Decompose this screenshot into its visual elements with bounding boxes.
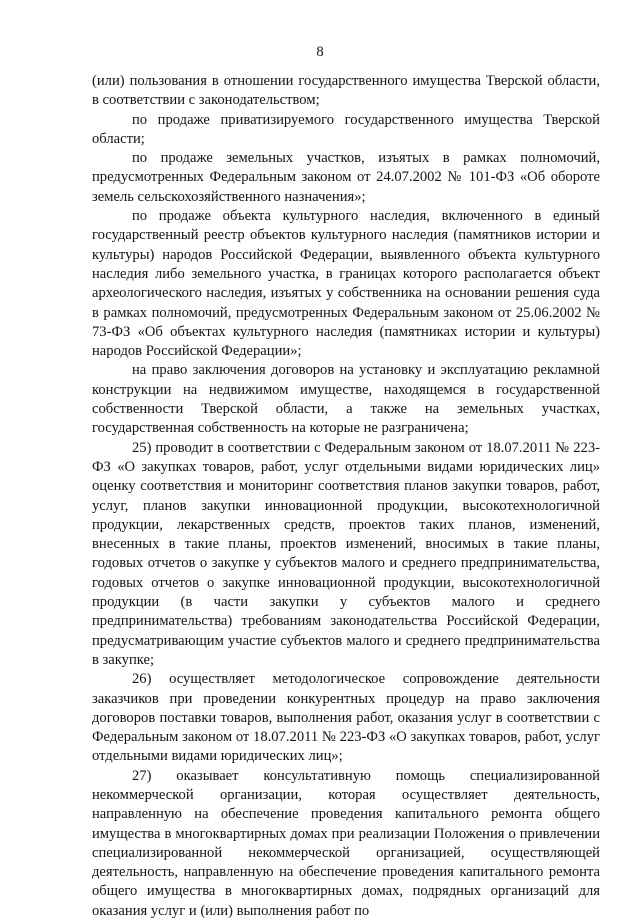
paragraph-land-plots-sale: по продаже земельных участков, изъятых в рамках полномочий, предусмотренных Федеральным законом от 24.07.2002 № 101-ФЗ «Об обороте земель сельскохозяйственного назначения»; (92, 150, 600, 205)
paragraph-advertising-structures: на право заключения договоров на установку и эксплуатацию рекламной конструкции на недвижимом имуществе, находящемся в государственной собственности Тверской области, а также на земельных участках, государственная собственность на которые не разграничена; (92, 362, 600, 437)
paragraph-continuation: (или) пользования в отношении государственного имущества Тверской области, в соответствии с законодательством; (92, 73, 600, 109)
paragraph-item-26: 26) осуществляет методологическое сопровождение деятельности заказчиков при проведении конкурентных процедур на право заключения договоров поставки товаров, выполнения работ, оказания услуг в соответствии с Федеральным законом от 18.07.2011 № 223-ФЗ «О закупках товаров, работ, услуг отдельными видами юридических лиц»; (92, 671, 600, 765)
body-text (92, 72, 600, 921)
paragraph-cultural-heritage-sale: по продаже объекта культурного наследия, включенного в единый государственный реестр объектов культурного наследия (памятников истории и культуры) народов Российской Федерации, выявленного объекта культурного наследия либо земельного участка, в границах которого располагается объект археологического наследия, изъятых у собственника на основании решения суда в рамках полномочий, предусмотренных Федеральным законом от 25.06.2002 № 73-ФЗ «Об объектах культурного наследия (памятниках истории и культуры) народов Российской Федерации»; (92, 208, 600, 360)
paragraph-privatization-sale: по продаже приватизируемого государственного имущества Тверской области; (92, 111, 600, 147)
paragraph-item-27: 27) оказывает консультативную помощь специализированной некоммерческой организации, которая осуществляет деятельность, направленную на обеспечение проведения капитального ремонта общего имущества в многоквартирных домах при реализации Положения о привлечении специализированной некоммерческой организацией, осуществляющей деятельность, направленную на обеспечение проведения капитального ремонта общего имущества в многоквартирных домах, подрядных организаций для оказания услуг и (или) выполнения работ по (92, 767, 600, 919)
page-number: 8 (316, 44, 324, 60)
paragraph-item-25: 25) проводит в соответствии с Федеральным законом от 18.07.2011 № 223-ФЗ «О закупках товаров, работ, услуг отдельными видами юридических лиц» оценку соответствия и мониторинг соответствия планов закупки товаров, работ, услуг, планов закупки инновационной продукции, высокотехнологичной продукции, лекарственных средств, проектов таких планов, изменений, внесенных в такие планы, проектов изменений, вносимых в такие планы, годовых отчетов о закупке у субъектов малого и среднего предпринимательства, годовых отчетов о закупке инновационной продукции, высокотехнологичной продукции (в части закупки у субъектов малого и среднего предпринимательства) требованиям законодательства Российской Федерации, предусматривающим участие субъектов малого и среднего предпринимательства в закупке; (92, 439, 600, 668)
